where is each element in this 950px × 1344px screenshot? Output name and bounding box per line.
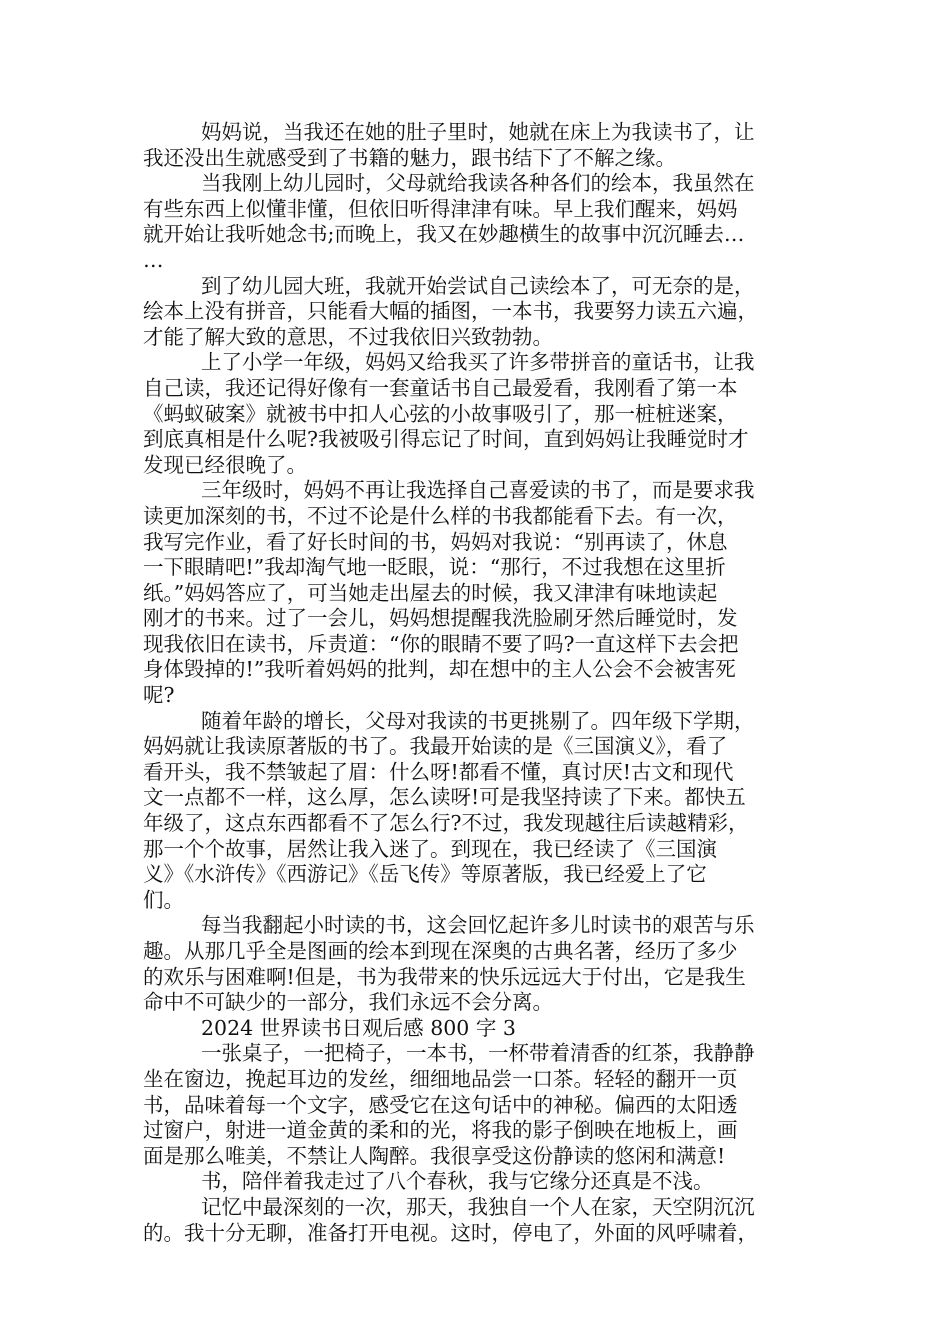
paragraph xyxy=(143,478,823,708)
paragraph-line: 妈妈说，当我还在她的肚子里时，她就在床上为我读书了，让 xyxy=(201,120,755,144)
document-page xyxy=(143,120,823,1246)
paragraph xyxy=(143,1169,823,1195)
paragraph-line: 妈妈就让我读原著版的书了。我最开始读的是《三国演义》，看了 xyxy=(143,734,728,759)
paragraph-line: 那一个个故事，居然让我入迷了。到现在，我已经读了《三国演 xyxy=(143,836,717,861)
paragraph-line: 命中不可缺少的一部分，我们永远不会分离。 xyxy=(143,990,553,1015)
paragraph-line: 过窗户，射进一道金黄的柔和的光，将我的影子倒映在地板上，画 xyxy=(143,1118,738,1143)
paragraph xyxy=(143,913,823,1015)
paragraph-line: 看开头，我不禁皱起了眉：什么呀!都看不懂，真讨厌!古文和现代 xyxy=(143,759,734,784)
paragraph-line: 随着年龄的增长，父母对我读的书更挑剔了。四年级下学期， xyxy=(201,708,755,733)
paragraph-line: 到了幼儿园大班，我就开始尝试自己读绘本了，可无奈的是， xyxy=(201,273,755,298)
paragraph-line: 一张桌子，一把椅子，一本书，一杯带着清香的红茶，我静静 xyxy=(201,1041,755,1066)
paragraph-line: 面是那么唯美，不禁让人陶醉。我很享受这份静读的悠闲和满意! xyxy=(143,1143,726,1168)
paragraph-line: 书，陪伴着我走过了八个春秋，我与它缘分还真是不浅。 xyxy=(201,1169,714,1194)
paragraph-line: 读更加深刻的书，不过不论是什么样的书我都能看下去。有一次， xyxy=(143,503,738,528)
paragraph-line: 绘本上没有拼音，只能看大幅的插图，一本书，我要努力读五六遍， xyxy=(143,299,758,324)
paragraph-line: 书，品味着每一个文字，感受它在这句话中的神秘。偏西的太阳透 xyxy=(143,1092,738,1117)
paragraph-line: 的欢乐与困难啊!但是，书为我带来的快乐远远大于付出，它是我生 xyxy=(143,964,746,989)
paragraph xyxy=(143,350,823,478)
paragraph-line: 呢? xyxy=(143,683,175,708)
paragraph-line: 现我依旧在读书，斥责道：“你的眼睛不要了吗?一直这样下去会把 xyxy=(143,631,739,656)
paragraph-line: 纸。”妈妈答应了，可当她走出屋去的时候，我又津津有味地读起 xyxy=(143,580,718,605)
paragraph xyxy=(143,274,823,351)
paragraph-line: 到底真相是什么呢?我被吸引得忘记了时间，直到妈妈让我睡觉时才 xyxy=(143,427,749,452)
paragraph-line: 上了小学一年级，妈妈又给我买了许多带拼音的童话书，让我 xyxy=(201,350,755,375)
paragraph-line: 自己读，我还记得好像有一套童话书自己最爱看，我刚看了第一本 xyxy=(143,375,738,400)
paragraph-line: 义》《水浒传》《西游记》《岳飞传》等原著版，我已经爱上了它 xyxy=(143,862,707,887)
paragraph xyxy=(143,1041,823,1169)
paragraph-line: 们。 xyxy=(143,887,184,912)
paragraph xyxy=(143,171,823,273)
paragraph-line: 坐在窗边，挽起耳边的发丝，细细地品尝一口茶。轻轻的翻开一页 xyxy=(143,1066,738,1091)
paragraph-line: … xyxy=(143,247,164,272)
paragraph-line: 三年级时，妈妈不再让我选择自己喜爱读的书了，而是要求我 xyxy=(201,478,755,503)
paragraph xyxy=(143,120,823,171)
section-heading xyxy=(143,1016,823,1042)
paragraph-line: 《蚂蚁破案》就被书中扣人心弦的小故事吸引了，那一桩桩迷案， xyxy=(143,401,738,426)
paragraph-line: 身体毁掉的!”我听着妈妈的批判，却在想中的主人公会不会被害死 xyxy=(143,657,736,682)
paragraph-line: 一下眼睛吧!”我却淘气地一眨眼，说：“那行，不过我想在这里折 xyxy=(143,555,726,580)
paragraph-line: 发现已经很晚了。 xyxy=(143,452,307,477)
paragraph-line: 就开始让我听她念书;而晚上，我又在妙趣横生的故事中沉沉睡去… xyxy=(143,222,745,247)
paragraph-line: 的。我十分无聊，准备打开电视。这时，停电了，外面的风呼啸着， xyxy=(143,1220,758,1245)
paragraph-line: 每当我翻起小时读的书，这会回忆起许多儿时读书的艰苦与乐 xyxy=(201,913,755,938)
paragraph-line: 当我刚上幼儿园时，父母就给我读各种各们的绘本，我虽然在 xyxy=(201,171,755,196)
paragraph-line: 我写完作业，看了好长时间的书，妈妈对我说：“别再读了，休息 xyxy=(143,529,728,554)
paragraph-line: 年级了，这点东西都看不了怎么行?不过，我发现越往后读越精彩， xyxy=(143,811,749,836)
paragraph-line: 记忆中最深刻的一次，那天，我独自一个人在家，天空阴沉沉 xyxy=(201,1194,755,1219)
paragraph-line: 有些东西上似懂非懂，但依旧听得津津有味。早上我们醒来，妈妈 xyxy=(143,196,738,221)
paragraph-line: 趣。从那几乎全是图画的绘本到现在深奥的古典名著，经历了多少 xyxy=(143,939,738,963)
paragraph-line: 文一点都不一样，这么厚，怎么读呀!可是我坚持读了下来。都快五 xyxy=(143,785,746,810)
paragraph-line: 才能了解大致的意思，不过我依旧兴致勃勃。 xyxy=(143,324,553,349)
section-heading-text: 2024 世界读书日观后感 800 字 3 xyxy=(201,1015,516,1040)
paragraph-line: 刚才的书来。过了一会儿，妈妈想提醒我洗脸刷牙然后睡觉时，发 xyxy=(143,606,738,631)
paragraph-line: 我还没出生就感受到了书籍的魅力，跟书结下了不解之缘。 xyxy=(143,145,676,170)
paragraph xyxy=(143,709,823,914)
paragraph xyxy=(143,1195,823,1246)
